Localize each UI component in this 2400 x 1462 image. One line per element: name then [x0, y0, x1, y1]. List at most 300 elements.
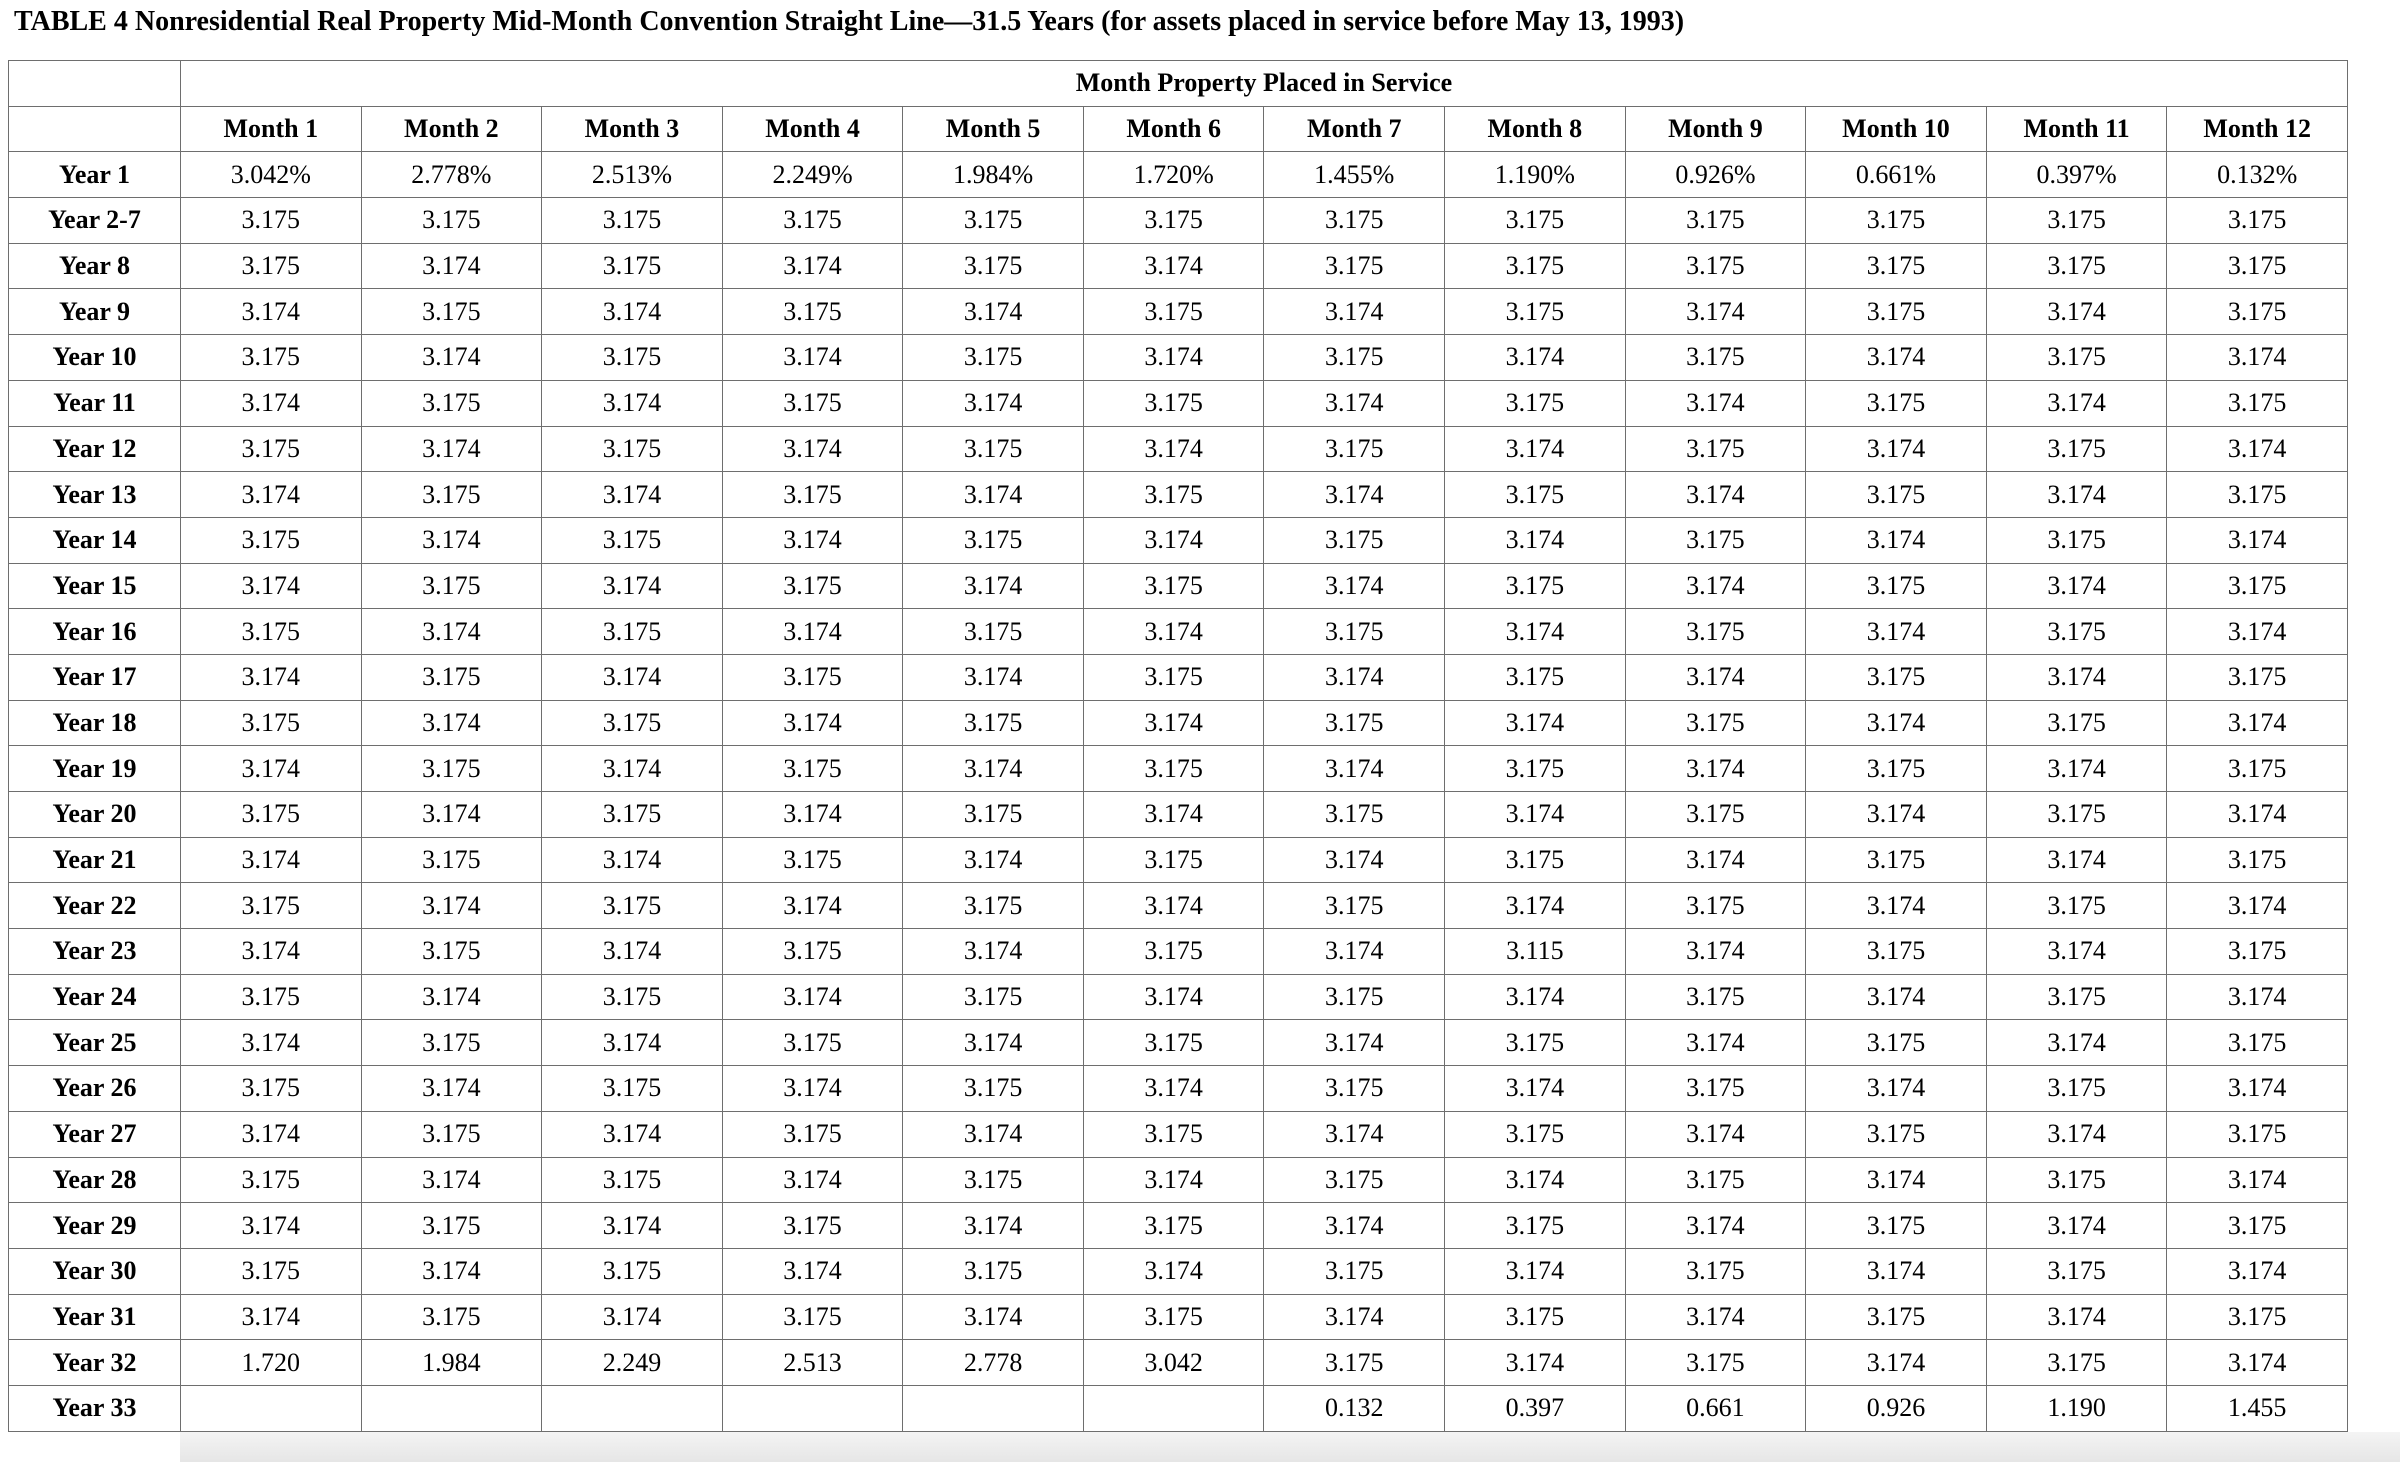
rate-cell: 3.175: [1083, 1294, 1264, 1340]
rate-cell: 3.175: [1625, 1248, 1806, 1294]
rate-cell: 3.175: [1264, 1248, 1445, 1294]
rate-cell: 3.174: [1445, 1157, 1626, 1203]
rate-cell: 3.175: [2167, 243, 2348, 289]
rate-cell: 3.174: [542, 654, 723, 700]
rate-cell: 3.174: [361, 1248, 542, 1294]
rate-cell: 3.175: [903, 243, 1084, 289]
rate-cell: 3.174: [1625, 1203, 1806, 1249]
rate-cell: 3.175: [2167, 929, 2348, 975]
rate-cell: 3.174: [1083, 243, 1264, 289]
rate-cell: 1.720: [181, 1340, 362, 1386]
rate-cell: 3.174: [1264, 289, 1445, 335]
rate-cell: 3.175: [542, 883, 723, 929]
rate-cell: 3.042: [1083, 1340, 1264, 1386]
rate-cell: 1.190: [1986, 1385, 2167, 1431]
month-header: Month 6: [1083, 106, 1264, 152]
rate-cell: 3.175: [542, 1248, 723, 1294]
rate-cell: 3.174: [1083, 609, 1264, 655]
rate-cell: 3.175: [1264, 792, 1445, 838]
rate-cell: 3.175: [361, 563, 542, 609]
rate-cell: 3.174: [722, 700, 903, 746]
rate-cell: [361, 1385, 542, 1431]
rate-cell: 3.175: [2167, 1020, 2348, 1066]
year-label: Year 26: [9, 1066, 181, 1112]
rate-cell: 3.174: [1445, 974, 1626, 1020]
rate-cell: 3.175: [1806, 380, 1987, 426]
table-row: [9, 1020, 2348, 1066]
rate-cell: 3.175: [181, 517, 362, 563]
rate-cell: 3.175: [1986, 243, 2167, 289]
rate-cell: 3.175: [1986, 1340, 2167, 1386]
rate-cell: 3.174: [2167, 609, 2348, 655]
rate-cell: 3.175: [1806, 243, 1987, 289]
rate-cell: 0.661: [1625, 1385, 1806, 1431]
month-header: Month 5: [903, 106, 1084, 152]
rate-cell: 3.175: [722, 472, 903, 518]
rate-cell: 3.175: [1264, 1340, 1445, 1386]
rate-cell: 3.175: [1445, 1294, 1626, 1340]
rate-cell: 3.175: [722, 837, 903, 883]
year-label: Year 14: [9, 517, 181, 563]
rate-cell: 3.174: [1083, 974, 1264, 1020]
table-row: [9, 380, 2348, 426]
rate-cell: 1.455: [2167, 1385, 2348, 1431]
rate-cell: 3.175: [1806, 929, 1987, 975]
table-row: [9, 609, 2348, 655]
rate-cell: 3.175: [1625, 426, 1806, 472]
rate-cell: 3.174: [181, 746, 362, 792]
rate-cell: 3.174: [903, 289, 1084, 335]
rate-cell: 3.174: [542, 380, 723, 426]
rate-cell: 3.174: [1445, 883, 1626, 929]
rate-cell: 3.175: [1445, 1111, 1626, 1157]
rate-cell: 3.175: [361, 1111, 542, 1157]
rate-cell: 3.174: [181, 654, 362, 700]
rate-cell: 3.174: [361, 792, 542, 838]
year-label: Year 8: [9, 243, 181, 289]
rate-cell: 3.175: [903, 198, 1084, 244]
rate-cell: 3.175: [181, 335, 362, 381]
bottom-shade: [180, 1432, 2400, 1462]
rate-cell: 3.174: [722, 426, 903, 472]
rate-cell: 3.174: [361, 700, 542, 746]
rate-cell: 3.174: [2167, 426, 2348, 472]
year-label: Year 19: [9, 746, 181, 792]
rate-cell: 3.175: [361, 380, 542, 426]
rate-cell: 3.175: [1986, 1157, 2167, 1203]
rate-cell: 3.174: [1625, 929, 1806, 975]
rate-cell: 3.175: [903, 426, 1084, 472]
table-row: [9, 1340, 2348, 1386]
table-row: [9, 1203, 2348, 1249]
rate-cell: 3.175: [542, 1157, 723, 1203]
year-header-blank: [9, 106, 181, 152]
rate-cell: 3.174: [542, 837, 723, 883]
rate-cell: 3.174: [722, 1248, 903, 1294]
rate-cell: 3.175: [1264, 198, 1445, 244]
rate-cell: 3.174: [1806, 426, 1987, 472]
year-label: Year 23: [9, 929, 181, 975]
rate-cell: 3.175: [1083, 563, 1264, 609]
rate-cell: 3.175: [2167, 1294, 2348, 1340]
rate-cell: 3.175: [181, 1157, 362, 1203]
month-header: Month 11: [1986, 106, 2167, 152]
rate-cell: 3.174: [2167, 1157, 2348, 1203]
month-header: Month 4: [722, 106, 903, 152]
rate-cell: 3.175: [1264, 974, 1445, 1020]
rate-cell: 3.174: [1083, 1066, 1264, 1112]
rate-cell: 3.175: [1264, 1066, 1445, 1112]
rate-cell: 3.174: [1986, 472, 2167, 518]
rate-cell: [903, 1385, 1084, 1431]
rate-cell: 3.175: [1986, 700, 2167, 746]
month-header: Month 2: [361, 106, 542, 152]
rate-cell: 3.175: [2167, 1203, 2348, 1249]
rate-cell: 3.174: [1625, 1020, 1806, 1066]
rate-cell: 3.174: [1083, 335, 1264, 381]
rate-cell: 3.175: [181, 243, 362, 289]
rate-cell: 3.175: [1445, 837, 1626, 883]
rate-cell: 3.174: [1625, 472, 1806, 518]
year-label: Year 27: [9, 1111, 181, 1157]
rate-cell: 3.174: [542, 1203, 723, 1249]
rate-cell: 0.926%: [1625, 152, 1806, 198]
rate-cell: [181, 1385, 362, 1431]
rate-cell: 3.174: [903, 472, 1084, 518]
rate-cell: 3.174: [542, 1111, 723, 1157]
table-row: [9, 1111, 2348, 1157]
rate-cell: 3.174: [1986, 380, 2167, 426]
rate-cell: 0.926: [1806, 1385, 1987, 1431]
rate-cell: 3.174: [1264, 746, 1445, 792]
rate-cell: 3.174: [1986, 1203, 2167, 1249]
rate-cell: 3.175: [1806, 472, 1987, 518]
rate-cell: 3.174: [1986, 1294, 2167, 1340]
rate-cell: 3.174: [1264, 837, 1445, 883]
rate-cell: 3.174: [722, 335, 903, 381]
rate-cell: 3.174: [361, 517, 542, 563]
rate-cell: 3.174: [542, 563, 723, 609]
rate-cell: 3.174: [1445, 426, 1626, 472]
rate-cell: 3.175: [722, 654, 903, 700]
rate-cell: 3.174: [542, 1020, 723, 1066]
rate-cell: 3.174: [361, 883, 542, 929]
rate-cell: 3.174: [1083, 1157, 1264, 1203]
rate-cell: 3.175: [2167, 563, 2348, 609]
rate-cell: 3.175: [361, 837, 542, 883]
rate-cell: 3.175: [1445, 472, 1626, 518]
rate-cell: 3.174: [1806, 883, 1987, 929]
rate-cell: 3.174: [542, 472, 723, 518]
rate-cell: 3.175: [903, 1157, 1084, 1203]
rate-cell: 3.175: [903, 335, 1084, 381]
rate-cell: 3.175: [1806, 1020, 1987, 1066]
rate-cell: 3.174: [181, 472, 362, 518]
rate-cell: 3.174: [722, 1066, 903, 1112]
table-row: [9, 1066, 2348, 1112]
rate-cell: 3.175: [1445, 1020, 1626, 1066]
table-body: [9, 152, 2348, 1431]
rate-cell: 3.174: [361, 426, 542, 472]
rate-cell: 3.174: [1806, 1066, 1987, 1112]
rate-cell: 3.175: [1625, 198, 1806, 244]
rate-cell: 3.174: [903, 1294, 1084, 1340]
year-label: Year 13: [9, 472, 181, 518]
table-row: [9, 563, 2348, 609]
year-label: Year 30: [9, 1248, 181, 1294]
rate-cell: 3.175: [542, 198, 723, 244]
rate-cell: 3.174: [903, 380, 1084, 426]
rate-cell: 1.455%: [1264, 152, 1445, 198]
rate-cell: 3.174: [1445, 700, 1626, 746]
table-row: [9, 974, 2348, 1020]
rate-cell: 3.175: [903, 883, 1084, 929]
rate-cell: 3.174: [542, 929, 723, 975]
rate-cell: 2.513: [722, 1340, 903, 1386]
rate-cell: 0.397: [1445, 1385, 1626, 1431]
rate-cell: 3.174: [1986, 837, 2167, 883]
year-label: Year 2-7: [9, 198, 181, 244]
rate-cell: 3.175: [1806, 654, 1987, 700]
rate-cell: 3.175: [1625, 1340, 1806, 1386]
year-label: Year 24: [9, 974, 181, 1020]
rate-cell: 1.720%: [1083, 152, 1264, 198]
rate-cell: 3.175: [1806, 198, 1987, 244]
rate-cell: 3.174: [1264, 1203, 1445, 1249]
rate-cell: 3.175: [361, 1020, 542, 1066]
rate-cell: 3.174: [181, 289, 362, 335]
year-label: Year 12: [9, 426, 181, 472]
rate-cell: 3.174: [1264, 380, 1445, 426]
rate-cell: 3.174: [181, 1020, 362, 1066]
rate-cell: 3.174: [722, 609, 903, 655]
year-label: Year 1: [9, 152, 181, 198]
rate-cell: 3.174: [1445, 1066, 1626, 1112]
rate-cell: 3.175: [1264, 426, 1445, 472]
year-label: Year 28: [9, 1157, 181, 1203]
rate-cell: 3.175: [722, 289, 903, 335]
rate-cell: 3.174: [1625, 1294, 1806, 1340]
rate-cell: 3.175: [1083, 837, 1264, 883]
rate-cell: 3.174: [903, 837, 1084, 883]
rate-cell: 3.174: [1445, 1248, 1626, 1294]
rate-cell: 3.175: [1083, 198, 1264, 244]
rate-cell: 3.174: [1264, 472, 1445, 518]
rate-cell: 3.174: [361, 974, 542, 1020]
rate-cell: 3.175: [722, 198, 903, 244]
rate-cell: 3.175: [1445, 289, 1626, 335]
rate-cell: 3.175: [1986, 198, 2167, 244]
rate-cell: 3.175: [903, 974, 1084, 1020]
rate-cell: 3.175: [1264, 700, 1445, 746]
rate-cell: 3.174: [2167, 792, 2348, 838]
rate-cell: 3.175: [1445, 654, 1626, 700]
rate-cell: 3.175: [1625, 974, 1806, 1020]
rate-cell: 3.175: [1986, 1248, 2167, 1294]
rate-cell: 3.174: [1806, 335, 1987, 381]
year-label: Year 29: [9, 1203, 181, 1249]
group-header: Month Property Placed in Service: [181, 61, 2348, 107]
year-label: Year 15: [9, 563, 181, 609]
table-row: [9, 1385, 2348, 1431]
rate-cell: 3.175: [1806, 746, 1987, 792]
rate-cell: 3.174: [1986, 1111, 2167, 1157]
rate-cell: 3.174: [1264, 929, 1445, 975]
rate-cell: 3.174: [361, 609, 542, 655]
rate-cell: 3.175: [1083, 472, 1264, 518]
rate-cell: 1.984: [361, 1340, 542, 1386]
rate-cell: 3.174: [181, 1111, 362, 1157]
rate-cell: 3.175: [1264, 517, 1445, 563]
rate-cell: 3.175: [722, 563, 903, 609]
rate-cell: 0.132: [1264, 1385, 1445, 1431]
rate-cell: 3.175: [181, 974, 362, 1020]
rate-cell: 3.042%: [181, 152, 362, 198]
rate-cell: 3.174: [181, 929, 362, 975]
year-label: Year 18: [9, 700, 181, 746]
rate-cell: 3.174: [2167, 1340, 2348, 1386]
rate-cell: 3.175: [722, 929, 903, 975]
table-row: [9, 243, 2348, 289]
rate-cell: 3.175: [542, 700, 723, 746]
rate-cell: 3.175: [903, 609, 1084, 655]
rate-cell: 3.174: [1986, 654, 2167, 700]
rate-cell: 3.175: [2167, 289, 2348, 335]
rate-cell: 3.175: [2167, 654, 2348, 700]
table-row: [9, 335, 2348, 381]
rate-cell: 3.174: [1625, 654, 1806, 700]
rate-cell: 3.175: [903, 517, 1084, 563]
rate-cell: 3.175: [1986, 974, 2167, 1020]
month-header: Month 1: [181, 106, 362, 152]
rate-cell: 3.175: [542, 517, 723, 563]
year-label: Year 11: [9, 380, 181, 426]
rate-cell: 3.175: [181, 198, 362, 244]
rate-cell: 3.175: [1083, 380, 1264, 426]
table-row: [9, 198, 2348, 244]
rate-cell: 3.174: [1083, 792, 1264, 838]
rate-cell: 3.175: [1445, 380, 1626, 426]
rate-cell: 3.175: [1083, 929, 1264, 975]
rate-cell: 3.174: [722, 792, 903, 838]
month-header: Month 8: [1445, 106, 1626, 152]
rate-cell: 3.175: [181, 426, 362, 472]
rate-cell: 3.174: [1986, 563, 2167, 609]
rate-cell: 3.174: [1264, 563, 1445, 609]
rate-cell: 3.174: [2167, 335, 2348, 381]
rate-cell: 3.175: [2167, 380, 2348, 426]
rate-cell: 3.175: [2167, 1111, 2348, 1157]
table-row: [9, 700, 2348, 746]
rate-cell: 3.174: [1806, 700, 1987, 746]
rate-cell: 3.175: [1986, 1066, 2167, 1112]
rate-cell: 3.174: [903, 1111, 1084, 1157]
rate-cell: 3.175: [1264, 883, 1445, 929]
rate-cell: 3.115: [1445, 929, 1626, 975]
rate-cell: 3.175: [361, 198, 542, 244]
table-row: [9, 837, 2348, 883]
rate-cell: 3.175: [1445, 746, 1626, 792]
rate-cell: 3.175: [1986, 883, 2167, 929]
rate-cell: 3.174: [1986, 289, 2167, 335]
rate-cell: [722, 1385, 903, 1431]
corner-cell: [9, 61, 181, 107]
month-header-row: [9, 106, 2348, 152]
rate-cell: 3.175: [361, 746, 542, 792]
year-label: Year 9: [9, 289, 181, 335]
rate-cell: 3.174: [1625, 746, 1806, 792]
year-label: Year 22: [9, 883, 181, 929]
rate-cell: 3.175: [1986, 335, 2167, 381]
year-label: Year 32: [9, 1340, 181, 1386]
rate-cell: 3.174: [1625, 380, 1806, 426]
rate-cell: 3.175: [361, 289, 542, 335]
rate-cell: 3.175: [1264, 609, 1445, 655]
rate-cell: 3.175: [1986, 609, 2167, 655]
month-header: Month 7: [1264, 106, 1445, 152]
year-label: Year 31: [9, 1294, 181, 1340]
rate-cell: 3.174: [1806, 1157, 1987, 1203]
rate-cell: 3.175: [1083, 1020, 1264, 1066]
rate-cell: 2.249: [542, 1340, 723, 1386]
rate-cell: 3.175: [361, 472, 542, 518]
rate-cell: 3.175: [722, 1203, 903, 1249]
rate-cell: 3.175: [542, 426, 723, 472]
table-row: [9, 1157, 2348, 1203]
rate-cell: 3.175: [181, 700, 362, 746]
rate-cell: 3.175: [903, 1066, 1084, 1112]
rate-cell: 3.174: [1625, 289, 1806, 335]
rate-cell: 2.513%: [542, 152, 723, 198]
rate-cell: 3.174: [2167, 1066, 2348, 1112]
rate-cell: 3.174: [903, 929, 1084, 975]
rate-cell: 3.175: [181, 1248, 362, 1294]
rate-cell: 3.175: [1806, 563, 1987, 609]
rate-cell: 3.174: [181, 563, 362, 609]
rate-cell: 3.175: [361, 929, 542, 975]
rate-cell: 3.174: [542, 1294, 723, 1340]
rate-cell: 3.175: [1083, 746, 1264, 792]
rate-cell: 3.174: [1806, 792, 1987, 838]
rate-cell: [542, 1385, 723, 1431]
table-row: [9, 883, 2348, 929]
rate-cell: 3.175: [1986, 517, 2167, 563]
rate-cell: 3.174: [2167, 517, 2348, 563]
rate-cell: 3.175: [1806, 837, 1987, 883]
rate-cell: 0.132%: [2167, 152, 2348, 198]
rate-cell: 3.175: [1806, 1203, 1987, 1249]
rate-cell: 3.175: [542, 335, 723, 381]
rate-cell: 3.175: [361, 654, 542, 700]
rate-cell: 3.174: [1083, 426, 1264, 472]
rate-cell: 3.175: [2167, 472, 2348, 518]
rate-cell: 3.175: [722, 1111, 903, 1157]
rate-cell: 3.174: [1806, 974, 1987, 1020]
rate-cell: 3.175: [361, 1294, 542, 1340]
rate-cell: 3.174: [542, 289, 723, 335]
rate-cell: 3.175: [1445, 243, 1626, 289]
year-label: Year 17: [9, 654, 181, 700]
table-title: TABLE 4 Nonresidential Real Property Mid-Month Convention Straight Line—31.5 Years (for assets placed in service before May 13, 1993): [14, 6, 1685, 37]
year-label: Year 10: [9, 335, 181, 381]
rate-cell: 3.174: [1445, 335, 1626, 381]
rate-cell: 3.175: [1625, 517, 1806, 563]
rate-cell: 3.175: [1806, 289, 1987, 335]
rate-cell: 3.175: [1083, 289, 1264, 335]
rate-cell: 3.175: [1083, 654, 1264, 700]
rate-cell: 0.661%: [1806, 152, 1987, 198]
rate-cell: 3.174: [1445, 517, 1626, 563]
